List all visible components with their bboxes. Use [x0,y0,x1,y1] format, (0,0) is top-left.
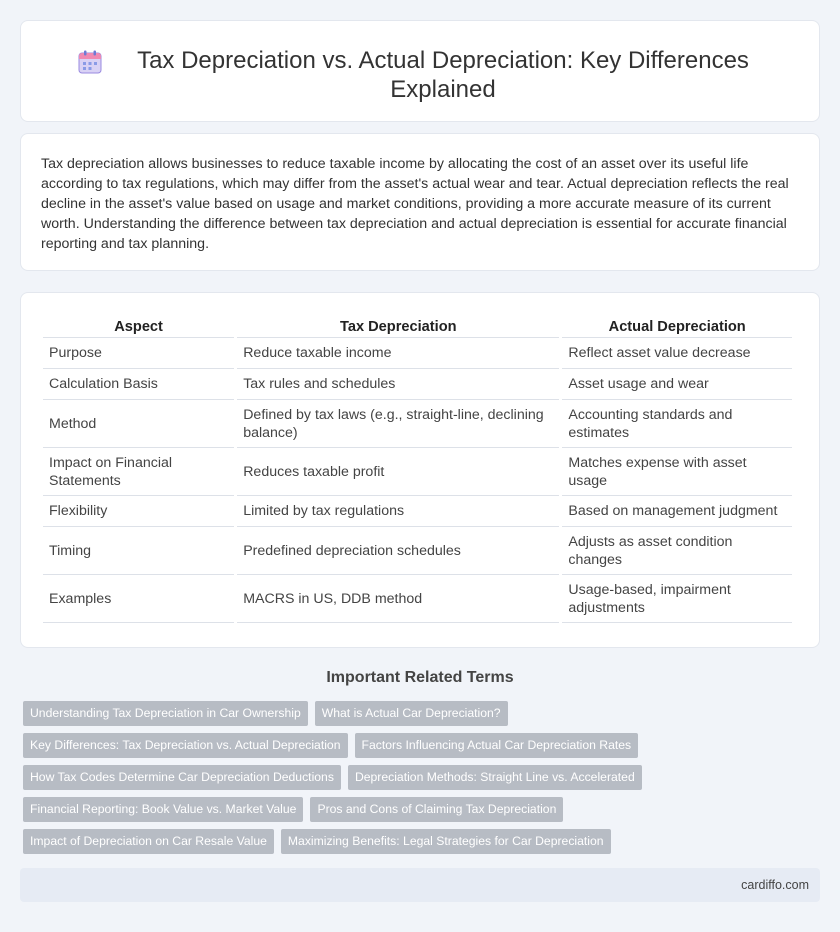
table-cell: Matches expense with asset usage [562,448,792,496]
table-cell: Calculation Basis [43,369,234,400]
intro-paragraph: Tax depreciation allows businesses to reduce taxable income by allocating the cost of an asset over its useful life according to tax regulations, which may differ from the asset's actual wear and tear. Actual depreciation reflects the real decline in the asset's value based on usage and market conditions, providing a more accurate measure of its current worth. Understanding the difference between tax depreciation and actual depreciation is essential for accurate financial reporting and tax planning. [41,156,789,252]
calendar-icon [77,49,103,75]
related-term-link[interactable]: How Tax Codes Determine Car Depreciation Deductions [23,765,341,790]
related-term-link[interactable]: Depreciation Methods: Straight Line vs. Accelerated [348,765,642,790]
comparison-table-card [20,292,820,648]
related-term-link[interactable]: Key Differences: Tax Depreciation vs. Actual Depreciation [23,733,348,758]
table-row [43,369,792,400]
intro-card [20,133,820,271]
table-cell: Usage-based, impairment adjustments [562,575,792,623]
table-header-row [43,311,792,338]
table-cell: Based on management judgment [562,496,792,527]
header-card [20,20,820,122]
table-cell: Defined by tax laws (e.g., straight-line, declining balance) [237,400,559,448]
related-term-link[interactable]: What is Actual Car Depreciation? [315,701,508,726]
column-header-actual-depreciation: Actual Depreciation [562,311,792,338]
table-cell: Predefined depreciation schedules [237,527,559,575]
table-cell: Impact on Financial Statements [43,448,234,496]
table-cell: Limited by tax regulations [237,496,559,527]
table-cell: Reduce taxable income [237,338,559,369]
related-term-link[interactable]: Understanding Tax Depreciation in Car Ownership [23,701,308,726]
table-cell: Flexibility [43,496,234,527]
related-term-link[interactable]: Impact of Depreciation on Car Resale Value [23,829,274,854]
related-term-link[interactable]: Pros and Cons of Claiming Tax Depreciation [310,797,563,822]
table-cell: Tax rules and schedules [237,369,559,400]
table-row [43,527,792,575]
table-cell: Asset usage and wear [562,369,792,400]
table-row [43,496,792,527]
table-cell: Adjusts as asset condition changes [562,527,792,575]
table-cell: Method [43,400,234,448]
footer [20,868,820,902]
column-header-tax-depreciation: Tax Depreciation [237,311,559,338]
related-term-link[interactable]: Factors Influencing Actual Car Depreciation Rates [355,733,639,758]
table-cell: Purpose [43,338,234,369]
table-cell: MACRS in US, DDB method [237,575,559,623]
table-cell: Accounting standards and estimates [562,400,792,448]
table-cell: Timing [43,527,234,575]
table-row [43,400,792,448]
table-row [43,575,792,623]
column-header-aspect: Aspect [43,311,234,338]
footer-site-link[interactable]: cardiffo.com [741,878,809,892]
related-term-link[interactable]: Maximizing Benefits: Legal Strategies for Car Depreciation [281,829,611,854]
comparison-table [40,311,795,623]
related-terms-list [23,701,818,861]
table-row [43,448,792,496]
table-cell: Examples [43,575,234,623]
related-term-link[interactable]: Financial Reporting: Book Value vs. Market Value [23,797,303,822]
page-title: Tax Depreciation vs. Actual Depreciation: Key Differences Explained [137,47,749,103]
table-row [43,338,792,369]
table-cell: Reflect asset value decrease [562,338,792,369]
table-cell: Reduces taxable profit [237,448,559,496]
related-terms-title: Important Related Terms [326,669,514,686]
